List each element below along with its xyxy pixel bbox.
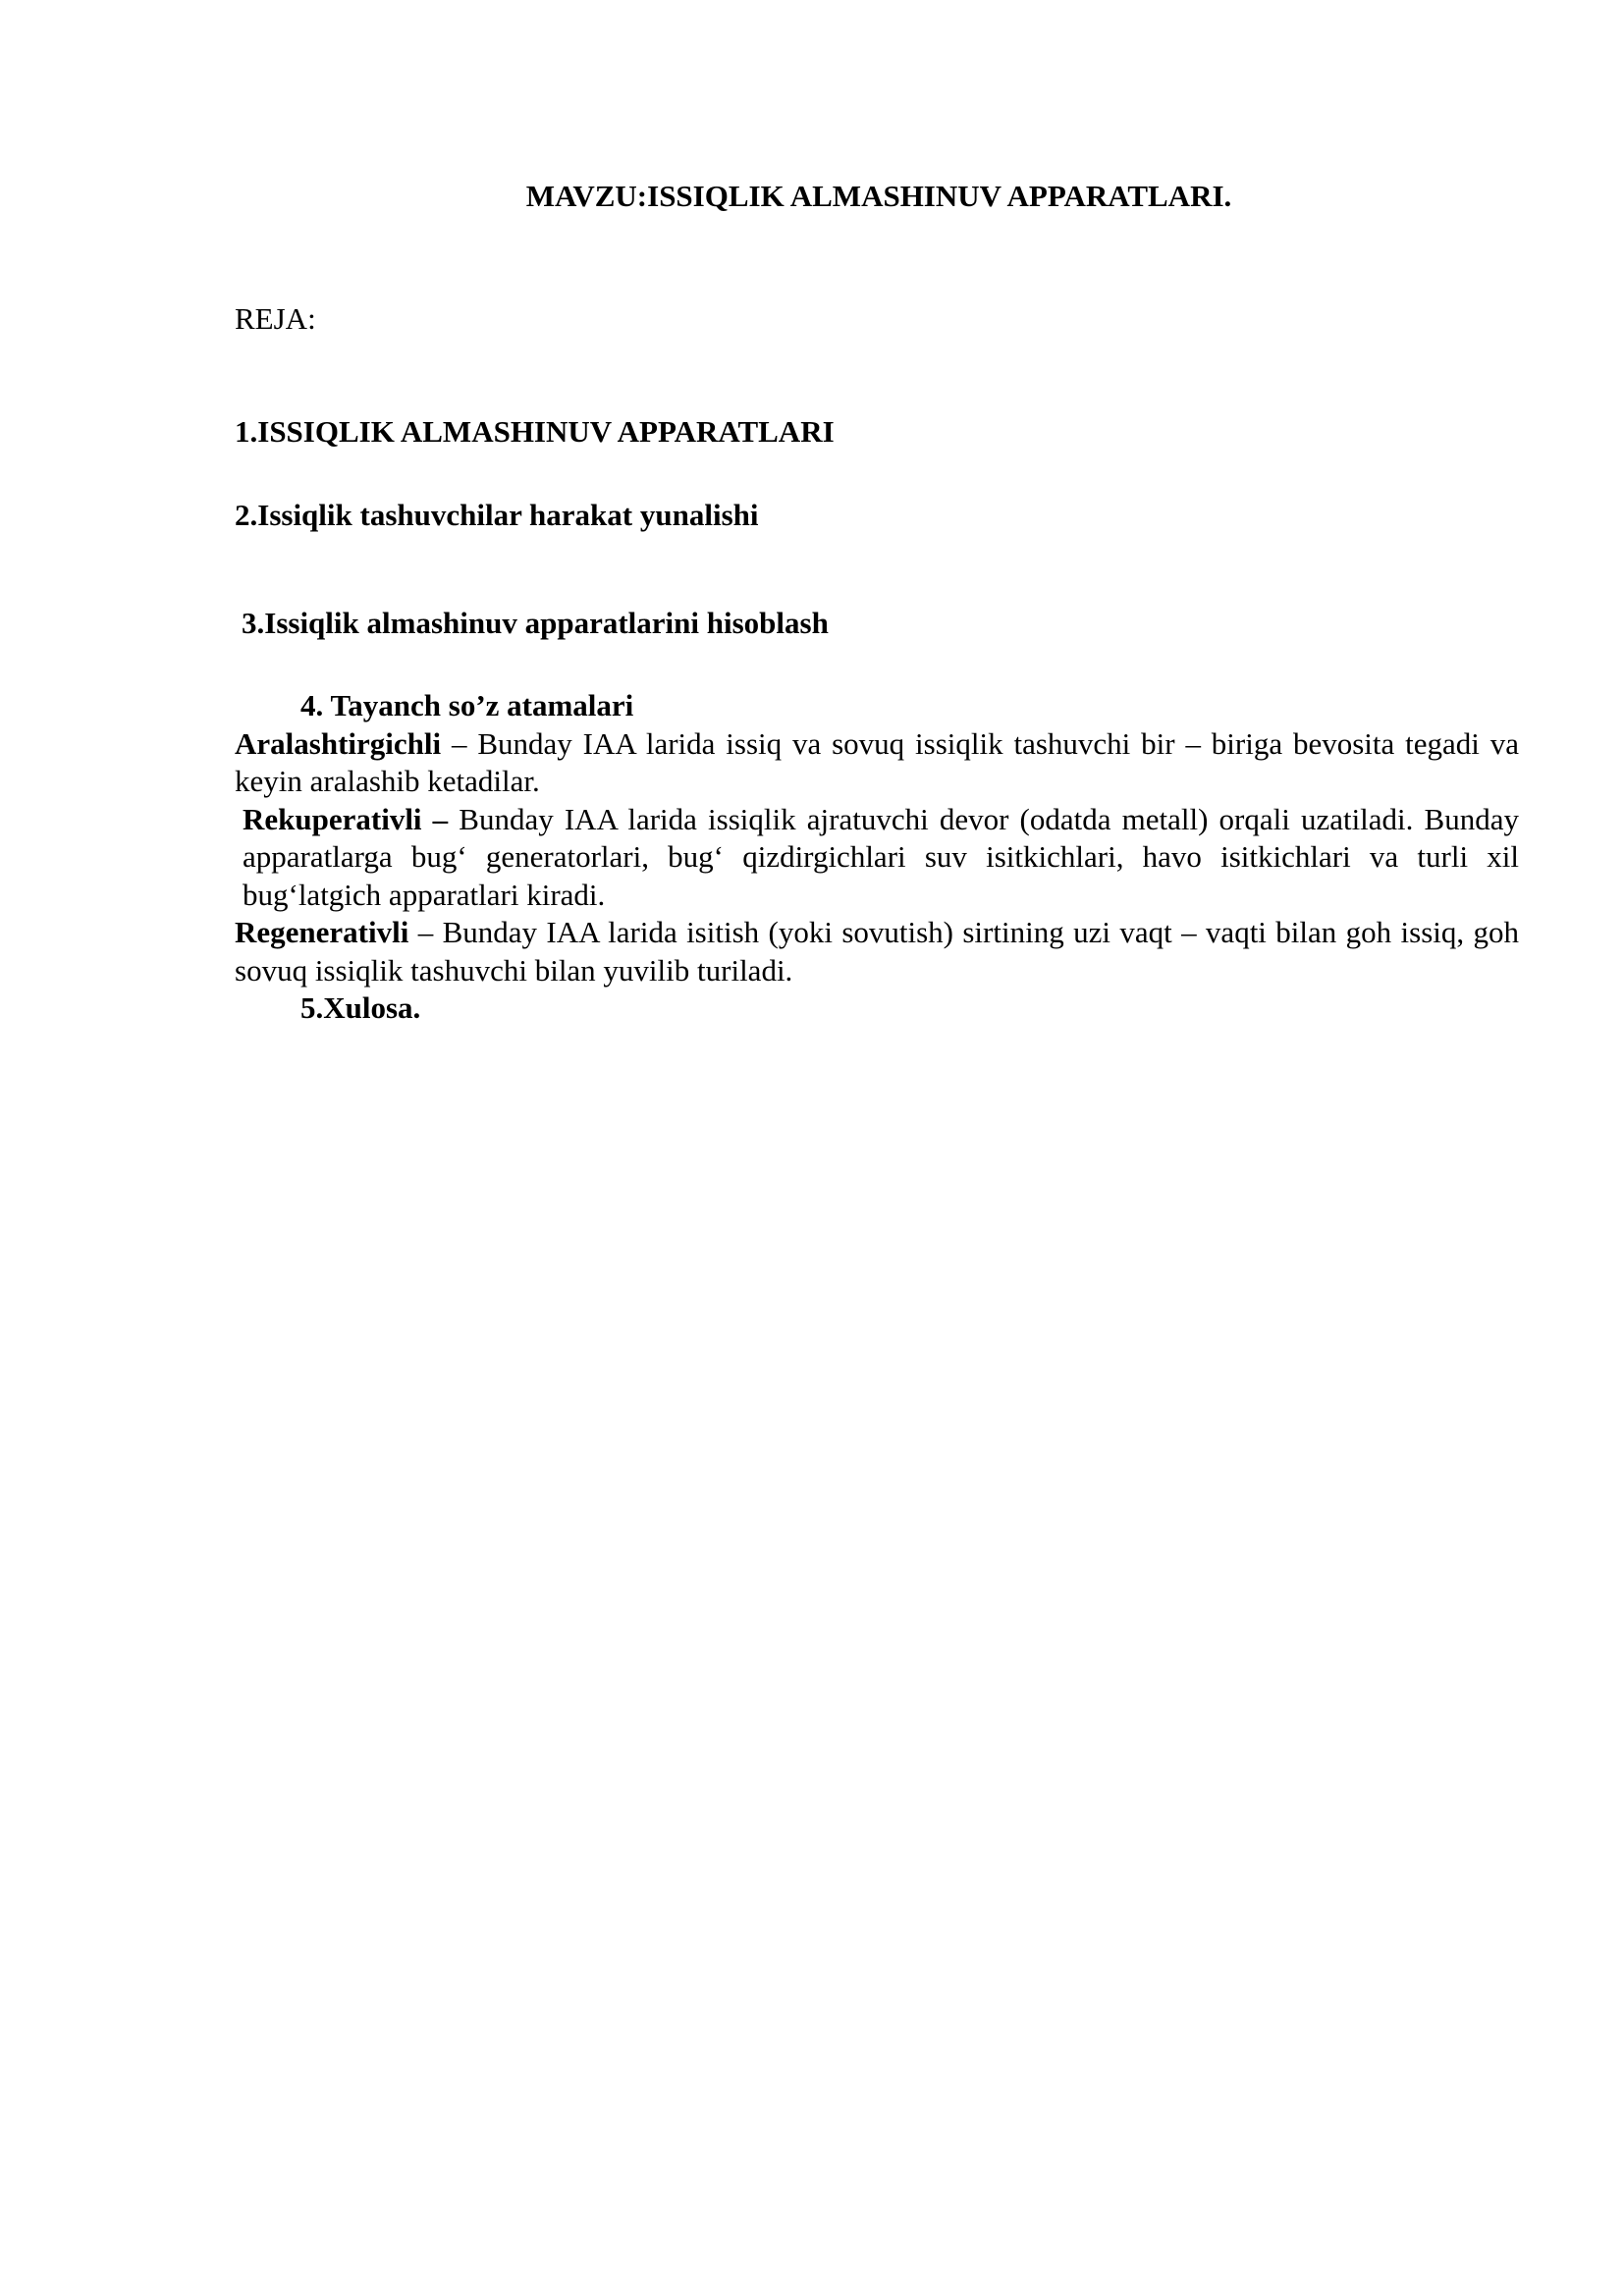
term-paragraph-rekuperativli [235,801,1519,915]
term-regenerativli: Regenerativli [235,915,409,949]
term-paragraph-regenerativli [235,914,1519,989]
definition-rekuperativli: Bunday IAA larida issiqlik ajratuvchi devor (odatda metall) orqali uzatiladi. Bunday apparatlarga bug‘ generatorlari, bug‘ qizdirgichlari suv isitkichlari, havo isitkichlari va turli xil bug‘latgich apparatlari kiradi. [243,801,1519,912]
term-rekuperativli: Rekuperativli – [243,801,449,836]
document-title: MAVZU:ISSIQLIK ALMASHINUV APPARATLARI. [525,179,1232,213]
section-4-heading: 4. Tayanch so’z atamalari [300,688,634,722]
definition-regenerativli: – Bunday IAA larida isitish (yoki sovutish) sirtining uzi vaqt – vaqti bilan goh issiq, goh sovuq issiqlik tashuvchi bilan yuvilib turiladi. [235,915,1519,988]
document-body [235,687,1519,1028]
section-5-heading: 5.Xulosa. [300,990,421,1025]
plan-item-1: 1.ISSIQLIK ALMASHINUV APPARATLARI [235,414,835,449]
plan-label: REJA: [235,301,316,336]
plan-item-3: 3.Issiqlik almashinuv apparatlarini hisoblash [242,606,829,640]
term-paragraph-aralashtirgichli [235,725,1519,801]
definition-aralashtirgichli: – Bunday IAA larida issiq va sovuq issiqlik tashuvchi bir – biriga bevosita tegadi va keyin aralashib ketadilar. [235,725,1519,798]
plan-item-2: 2.Issiqlik tashuvchilar harakat yunalishi [235,498,759,532]
term-aralashtirgichli: Aralashtirgichli [235,725,442,761]
